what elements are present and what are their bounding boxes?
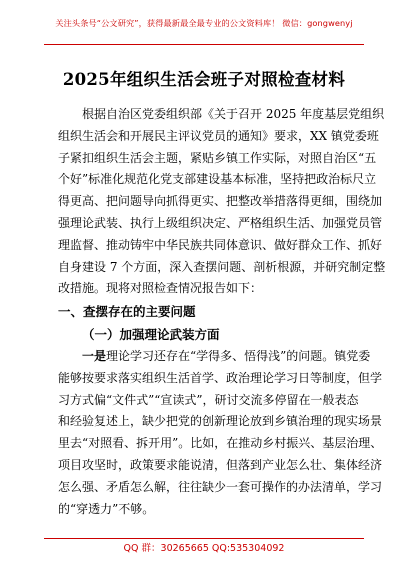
body-line: 习方式偏“文件式”“宣读式”，研讨交流多停留在一般表态	[58, 392, 359, 407]
body-line: 和经验复述上，缺少把党的创新理论放到乡镇治理的现实场景	[58, 414, 383, 429]
footer-contact: QQ 群：30265665 QQ:535304092	[123, 543, 285, 554]
intro-line: 强理论武装、执行上级组织决定、严格组织生活、加强党员管	[58, 215, 383, 230]
subsection-heading: （一）加强理论武装方面	[82, 327, 220, 342]
intro-line: 改措施。现将对照检查情况报告如下：	[58, 281, 263, 296]
body-first-rest: 理论学习还存在“学得多、悟得浅”的问题。镇党委	[106, 349, 371, 363]
body-lead: 一是	[82, 349, 107, 363]
intro-line: 根据自治区党委组织部《关于召开 2025 年度基层党组织	[82, 107, 385, 121]
body-line: 项目攻坚时，政策要求能说清，但落到产业怎么壮、集体经济	[58, 457, 383, 472]
intro-line: 理监督、推动铸牢中华民族共同体意识、做好群众工作、抓好	[58, 237, 383, 252]
body-line: 里去“对照看、拆开用”。比如，在推动乡村振兴、基层治理、	[58, 436, 383, 451]
section-heading: 一、查摆存在的主要问题	[58, 304, 196, 319]
footer-divider	[44, 538, 364, 539]
promo-header: 关注头条号“公文研究”，获得最新最全最专业的公文资料库！ 微信：gongwenyj	[55, 18, 353, 28]
header-divider	[44, 44, 364, 45]
intro-line: 组织生活会和开展民主评议党员的通知》要求，XX 镇党委班	[58, 128, 379, 143]
body-line: 怎么强、矛盾怎么解，往往缺少一套可操作的办法清单，学习	[58, 479, 383, 494]
body-line: 的“穿透力”不够。	[58, 501, 155, 516]
intro-line: 自身建设 7 个方面，深入查摆问题、剖析根源，并研究制定整	[58, 259, 386, 274]
intro-paragraph	[58, 104, 386, 300]
document-title: 2025年组织生活会班子对照检查材料	[62, 70, 346, 89]
body-line: 能够按要求落实组织生活首学、政治理论学习日等制度，但学	[58, 370, 383, 385]
body-paragraph	[58, 346, 383, 520]
intro-line: 个好”标准化规范化党支部建设基本标准，坚持把政治标尺立	[58, 172, 377, 187]
intro-line: 得更高、把问题导向抓得更实、把整改举措落得更细，围绕加	[58, 194, 383, 209]
body-first-line	[58, 346, 371, 368]
intro-line: 子紧扣组织生活会主题，紧贴乡镇工作实际，对照自治区“五	[58, 150, 377, 165]
